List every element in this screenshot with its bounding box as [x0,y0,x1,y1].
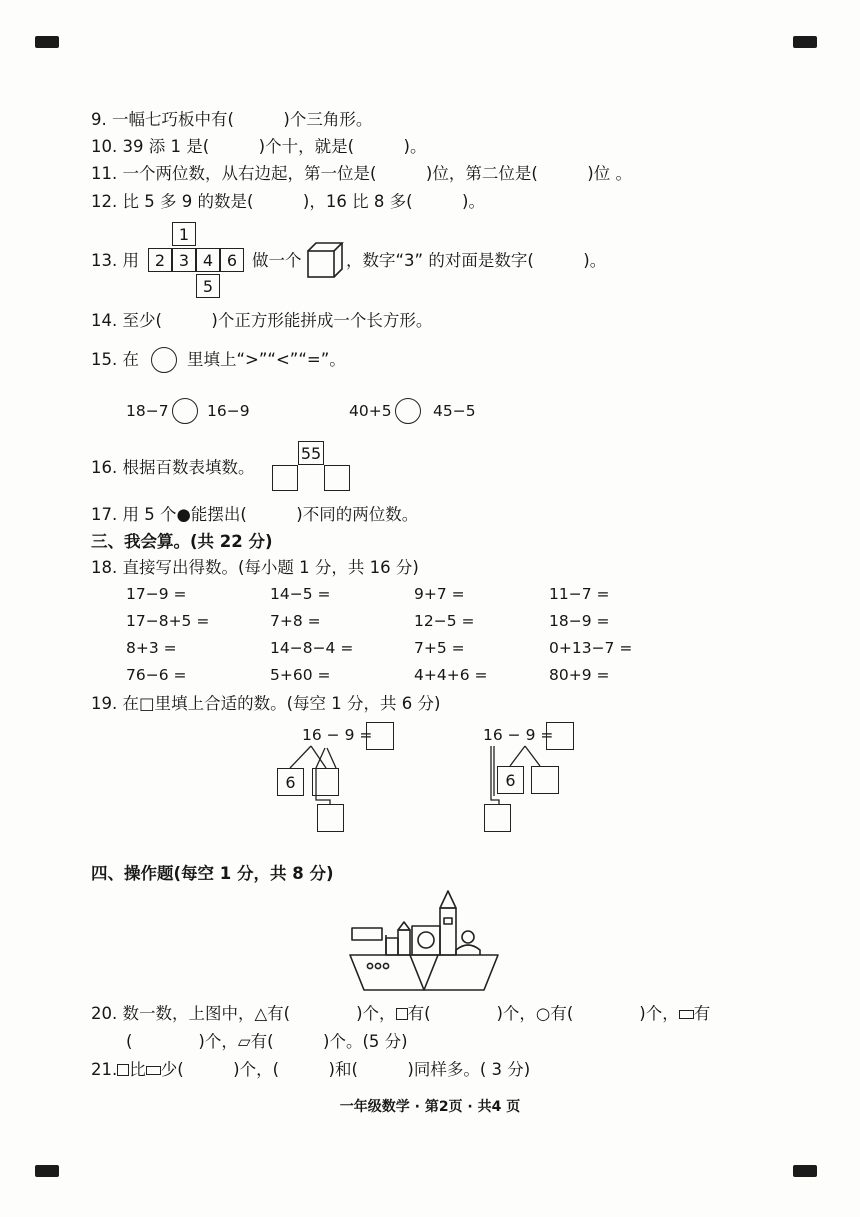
calc-item: 4+4+6 = [414,666,488,684]
compare-left-a: 18−7 [126,402,169,420]
question-9: 9. 一幅七巧板中有( )个三角形。 [91,110,373,129]
question-18-title: 18. 直接写出得数。(每小题 1 分，共 16 分) [91,558,419,577]
calc-item: 76−6 = [126,666,187,684]
calc-item: 12−5 = [414,612,475,630]
ship-figure-icon [348,888,500,992]
rectangle-icon [146,1066,161,1075]
question-16: 16. 根据百数表填数。 [91,458,255,477]
square-icon [396,1008,408,1020]
calc-item: 80+9 = [549,666,610,684]
question-19-title: 19. 在□里填上合适的数。(每空 1 分，共 6 分) [91,694,441,713]
calc-item: 5+60 = [270,666,331,684]
net-cell: 6 [220,248,244,272]
section-3-heading: 三、我会算。(共 22 分) [91,532,273,551]
calc-item: 18−9 = [549,612,610,630]
net-cell: 5 [196,274,220,298]
calc-item: 7+8 = [270,612,321,630]
calc-item: 17−8+5 = [126,612,210,630]
split-given-1: 6 [277,768,304,796]
calc-item: 17−9 = [126,585,187,603]
rectangle-icon [679,1010,694,1019]
question-20-text-c: 有 [693,1004,711,1023]
question-21-number: 21. [91,1060,118,1079]
question-13-prefix: 13. 用 [91,251,139,270]
answer-box[interactable] [531,766,559,794]
question-20-text-b: 有( )个，○有( )个， [407,1004,679,1023]
net-cell: 2 [148,248,172,272]
calc-item: 8+3 = [126,639,177,657]
split-equation-1: 16 − 9 = [302,726,373,744]
net-cell: 4 [196,248,220,272]
question-14: 14. 至少( )个正方形能拼成一个长方形。 [91,311,433,330]
calc-item: 7+5 = [414,639,465,657]
hundred-chart-given: 55 [298,441,324,465]
calc-item: 9+7 = [414,585,465,603]
square-icon [117,1064,129,1076]
split-given-2: 6 [497,766,524,794]
net-cell: 3 [172,248,196,272]
question-17: 17. 用 5 个●能摆出( )不同的两位数。 [91,505,419,524]
calc-item: 11−7 = [549,585,610,603]
section-4-heading: 四、操作题(每空 1 分，共 8 分) [91,864,334,883]
question-15-prefix: 15. 在 [91,350,139,369]
question-12: 12. 比 5 多 9 的数是( )，16 比 8 多( )。 [91,192,485,211]
compare-right-b: 45−5 [433,402,476,420]
question-15-suffix: 里填上“>”“<”“=”。 [187,350,346,369]
question-20-line-1 [91,1006,710,1023]
question-11: 11. 一个两位数，从右边起，第一位是( )位，第二位是( )位 。 [91,164,632,183]
calc-item: 14−5 = [270,585,331,603]
compare-left-b: 40+5 [349,402,392,420]
calc-item: 0+13−7 = [549,639,633,657]
question-21 [91,1062,530,1079]
compare-right-a: 16−9 [207,402,250,420]
question-10: 10. 39 添 1 是( )个十，就是( )。 [91,137,427,156]
question-20-line-2: ( )个，▱有( )个。(5 分) [126,1032,408,1051]
question-13-suffix: ，数字“3” 的对面是数字( )。 [346,251,607,270]
question-21-text-c: 少( )个，( )和( )同样多。( 3 分) [160,1060,531,1079]
answer-box[interactable] [484,804,511,832]
question-13-mid: 做一个 [252,251,302,270]
calc-item: 14−8−4 = [270,639,354,657]
question-20-text-a: 20. 数一数，上图中，△有( )个， [91,1004,396,1023]
net-cell: 1 [172,222,196,246]
question-21-text-b: 比 [129,1060,146,1079]
split-equation-2: 16 − 9 = [483,726,554,744]
page-footer: 一年级数学 · 第2页 · 共4 页 [339,1099,521,1115]
